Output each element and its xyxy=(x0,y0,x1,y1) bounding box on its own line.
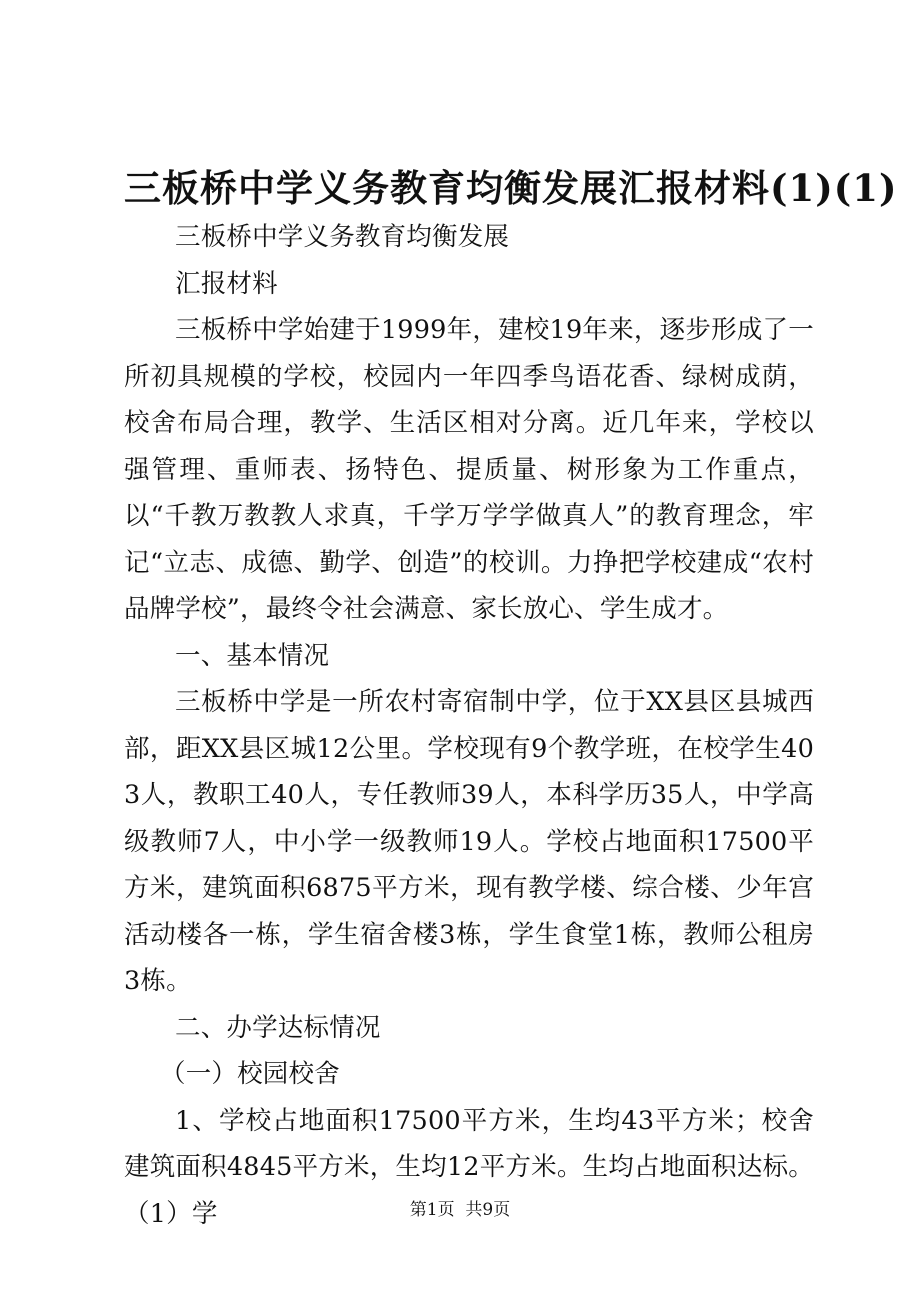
intro-paragraph: 三板桥中学始建于1999年，建校19年来，逐步形成了一所初具规模的学校，校园内一年四季鸟语花香、绿树成荫，校舍布局合理，教学、生活区相对分离。近几年来，学校以强管理、重师表、扬特色、提质量、树形象为工作重点，以“千教万教教人求真，千学万学学做真人”的教育理念，牢记“立志、成德、勤学、创造”的校训。力挣把学校建成“农村品牌学校”，最终令社会满意、家长放心、学生成才。 xyxy=(124,315,814,624)
section-heading-standards: 二、办学达标情况 xyxy=(175,1012,381,1043)
subtitle-line-2: 汇报材料 xyxy=(175,268,278,299)
subtitle-line-1: 三板桥中学义务教育均衡发展 xyxy=(175,222,510,252)
section-heading-basic-info: 一、基本情况 xyxy=(175,640,330,671)
document-title: 三板桥中学义务教育均衡发展汇报材料(1)(1) xyxy=(124,166,898,210)
subsection-heading-campus: （一）校园校舍 xyxy=(160,1059,340,1089)
campus-paragraph: 1、学校占地面积17500平方米，生均43平方米；校舍建筑面积4845平方米，生均12平方米。生均占地面积达标。（1）学 xyxy=(124,1105,814,1229)
document-body xyxy=(124,214,814,1237)
page-number-footer: 第1页 共9页 xyxy=(409,1200,511,1220)
basic-info-paragraph: 三板桥中学是一所农村寄宿制中学，位于XX县区县城西部，距XX县区城12公里。学校现有9个教学班，在校学生403人，教职工40人，专任教师39人，本科学历35人，中学高级教师7人，中小学一级教师19人。学校占地面积17500平方米，建筑面积6875平方米，现有教学楼、综合楼、少年宫活动楼各一栋，学生宿舍楼3栋，学生食堂1栋，教师公租房3栋。 xyxy=(124,687,814,996)
